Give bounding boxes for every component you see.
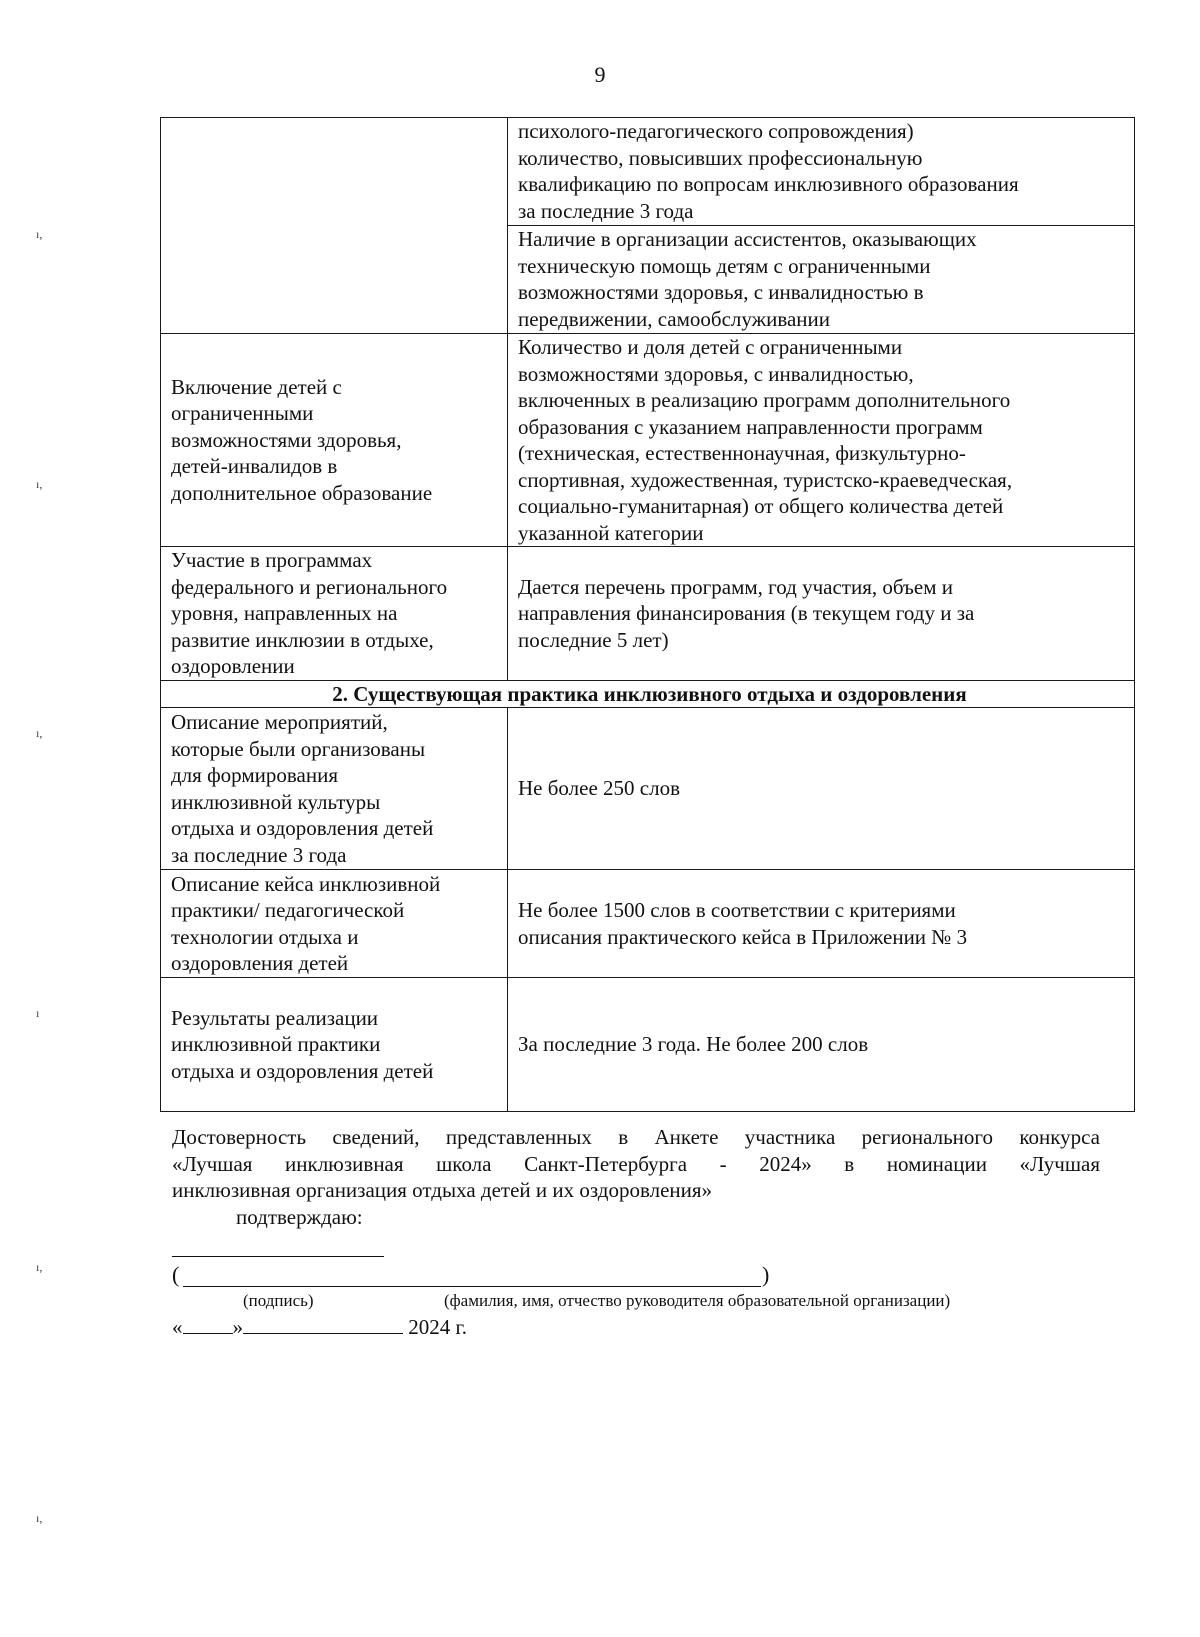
scan-speck: ı, bbox=[36, 227, 43, 241]
cell-line: которые были организованы bbox=[171, 736, 426, 761]
table-row bbox=[161, 547, 1135, 681]
scan-speck: ı, bbox=[36, 477, 43, 491]
table-row bbox=[161, 334, 1135, 547]
cell-line: Не более 1500 слов в соответствии с критериями bbox=[518, 898, 956, 922]
cell-line: Дается перечень программ, год участия, объем и bbox=[518, 574, 954, 599]
cell-line: указанной категории bbox=[518, 520, 704, 545]
cell-line: за последние 3 года bbox=[171, 842, 347, 867]
cell-line: практики/ педагогической bbox=[171, 898, 405, 922]
confirmation-line-3: инклюзивная организация отдыха детей и их оздоровления» bbox=[172, 1178, 713, 1202]
scan-speck: ı, bbox=[36, 726, 43, 740]
cell-line: Количество и доля детей с ограниченными bbox=[518, 335, 903, 359]
cell-line: За последние 3 года. Не более 200 слов bbox=[518, 1032, 869, 1057]
criterion-cell bbox=[161, 870, 508, 978]
cell-line: передвижении, самообслуживании bbox=[518, 306, 831, 331]
date-year: 2024 г. bbox=[408, 1315, 467, 1339]
cell-line: оздоровлении bbox=[171, 654, 295, 678]
criterion-cell bbox=[161, 708, 508, 870]
description-cell bbox=[508, 334, 1135, 547]
cell-line: социально-гуманитарная) от общего количества детей bbox=[518, 494, 1004, 518]
cell-line: последние 5 лет) bbox=[518, 627, 669, 652]
table-row bbox=[161, 978, 1135, 1112]
cell-line: отдыха и оздоровления детей bbox=[171, 1058, 434, 1083]
name-line bbox=[183, 1286, 761, 1287]
name-open-paren: ( bbox=[172, 1262, 180, 1287]
date-month-blank bbox=[243, 1313, 403, 1334]
table-row bbox=[161, 708, 1135, 870]
cell-line: (техническая, естественнонаучная, физкультурно- bbox=[518, 441, 966, 465]
criterion-cell bbox=[161, 226, 508, 334]
cell-line: возможностями здоровья, с инвалидностью в bbox=[518, 280, 924, 304]
table-row bbox=[161, 870, 1135, 978]
cell-line: Не более 250 слов bbox=[518, 776, 680, 801]
scan-speck: ı bbox=[36, 1006, 40, 1020]
cell-line: образования с указанием направленности программ bbox=[518, 414, 983, 439]
cell-line: технологии отдыха и bbox=[171, 924, 359, 949]
cell-line: инклюзивной практики bbox=[171, 1032, 381, 1057]
cell-line: уровня, направленных на bbox=[171, 601, 398, 625]
description-cell bbox=[508, 870, 1135, 978]
cell-line: федерального и регионального bbox=[171, 574, 448, 599]
cell-line: развитие инклюзии в отдыхе, bbox=[171, 627, 434, 652]
cell-line: ограниченными bbox=[171, 401, 314, 426]
cell-line: количество, повысивших профессиональную bbox=[518, 145, 923, 170]
date-day-blank bbox=[183, 1313, 233, 1334]
cell-line: Результаты реализации bbox=[171, 1005, 379, 1030]
description-cell bbox=[508, 226, 1135, 334]
cell-line: направления финансирования (в текущем году и за bbox=[518, 601, 975, 625]
cell-line: возможностями здоровья, с инвалидностью, bbox=[518, 361, 914, 386]
name-caption: (фамилия, имя, отчество руководителя образовательной организации) bbox=[444, 1291, 951, 1310]
cell-line: Участие в программах bbox=[171, 548, 373, 572]
cell-line: инклюзивной культуры bbox=[171, 789, 381, 814]
cell-line: Наличие в организации ассистентов, оказывающих bbox=[518, 227, 977, 251]
cell-line: психолого-педагогического сопровождения) bbox=[518, 119, 914, 143]
section-title: 2. Существующая практика инклюзивного отдыха и оздоровления bbox=[161, 680, 1135, 708]
cell-line: детей-инвалидов в bbox=[171, 454, 338, 479]
signature-line bbox=[172, 1256, 384, 1257]
cell-line: Описание кейса инклюзивной bbox=[171, 871, 441, 896]
confirmation-line-2: «Лучшая инклюзивная школа Санкт-Петербурга - 2024» в номинации «Лучшая bbox=[172, 1151, 1100, 1176]
criterion-cell bbox=[161, 547, 508, 681]
confirmation-lines bbox=[172, 1124, 1100, 1177]
cell-line: отдыха и оздоровления детей bbox=[171, 816, 434, 840]
questionnaire-table bbox=[160, 117, 1135, 1112]
signature-caption: (подпись) bbox=[243, 1291, 314, 1310]
cell-line: возможностями здоровья, bbox=[171, 427, 402, 452]
criterion-cell bbox=[161, 118, 508, 226]
cell-line: Включение детей с bbox=[171, 374, 342, 399]
cell-line: Описание мероприятий, bbox=[171, 710, 388, 734]
cell-line: квалификацию по вопросам инклюзивного образования bbox=[518, 172, 1019, 196]
description-cell bbox=[508, 978, 1135, 1112]
confirmation-line-1: Достоверность сведений, представленных в Анкете участника регионального конкурса bbox=[172, 1125, 1100, 1149]
description-cell bbox=[508, 547, 1135, 681]
scan-speck: ı, bbox=[36, 1260, 43, 1274]
description-cell bbox=[508, 118, 1135, 226]
criterion-cell bbox=[161, 978, 508, 1112]
criterion-cell bbox=[161, 334, 508, 547]
cell-line: оздоровления детей bbox=[171, 951, 349, 975]
confirmation-verb: подтверждаю: bbox=[236, 1205, 363, 1229]
description-cell bbox=[508, 708, 1135, 870]
cell-line: техническую помощь детям с ограниченными bbox=[518, 253, 931, 278]
cell-line: спортивная, художественная, туристско-краеведческая, bbox=[518, 467, 1013, 492]
date-row bbox=[172, 1313, 467, 1340]
scan-speck: ı, bbox=[36, 1511, 43, 1525]
cell-line: описания практического кейса в Приложении № 3 bbox=[518, 924, 968, 949]
date-close-quote: » bbox=[232, 1315, 243, 1339]
name-close-paren: ) bbox=[762, 1262, 770, 1287]
cell-line: включенных в реализацию программ дополнительного bbox=[518, 388, 1011, 412]
table-row bbox=[161, 118, 1135, 226]
cell-line: дополнительное образование bbox=[171, 480, 433, 505]
cell-line: за последние 3 года bbox=[518, 198, 694, 223]
section-row bbox=[161, 680, 1135, 708]
page-number: 9 bbox=[594, 62, 606, 87]
cell-line: для формирования bbox=[171, 763, 338, 787]
table-row bbox=[161, 226, 1135, 334]
date-open-quote: « bbox=[172, 1315, 183, 1339]
